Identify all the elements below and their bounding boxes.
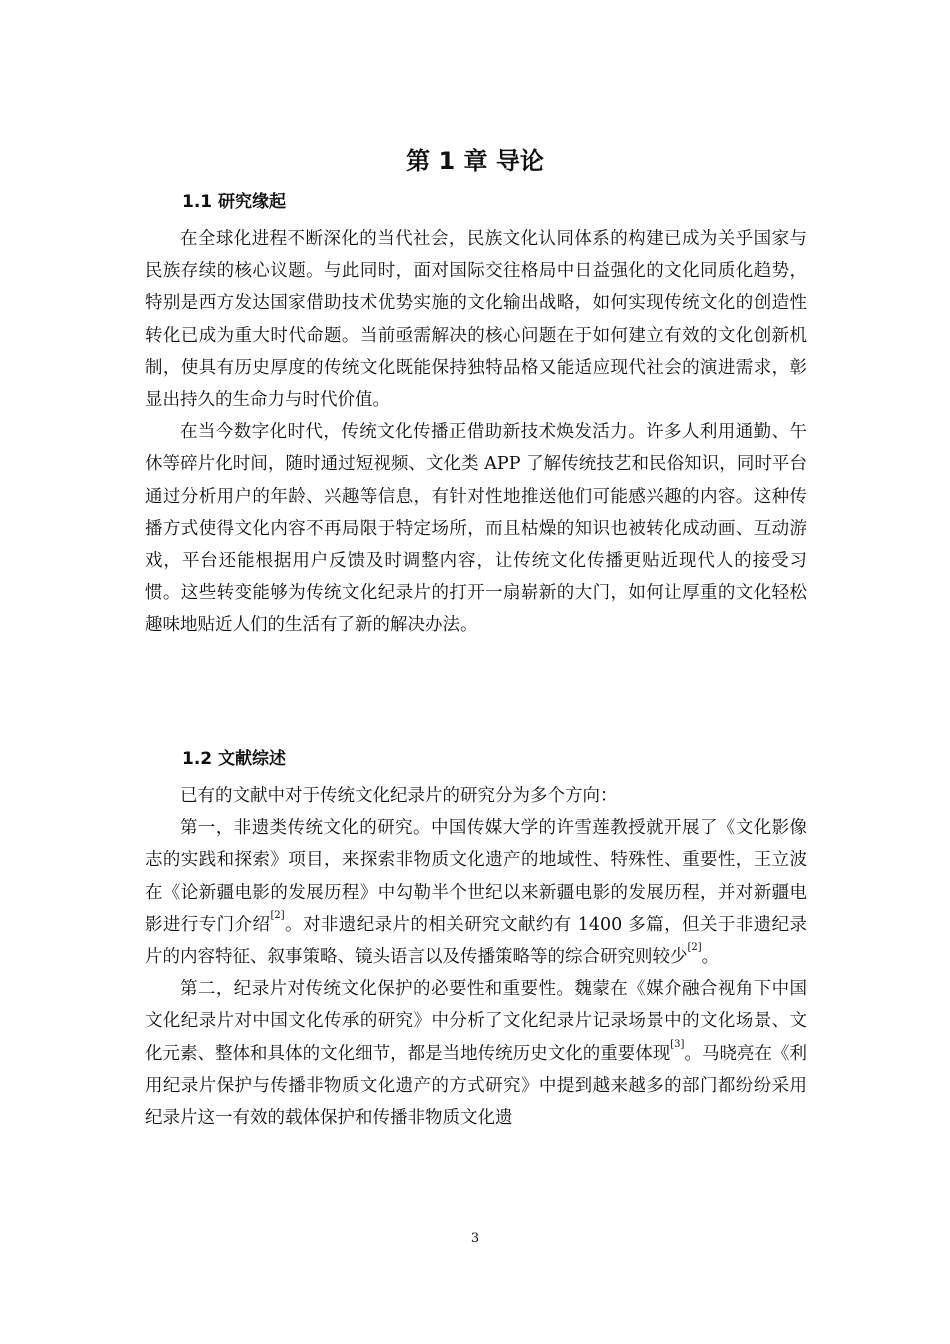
paragraph-text: 。对非遗纪录片的相关研究文献约有 1400 多篇，但关于非遗纪录片的内容特征、叙事策略、镜头语言以及传播策略等的综合研究则较少 — [145, 914, 807, 968]
paragraph-text: 第二，纪录片对传统文化保护的必要性和重要性。魏蒙在《媒介融合视角下中国文化纪录片对中国文化传承的研究》中分析了文化纪录片记录场景中的文化场景、文化元素、整体和具体的文化细节，都是当地传统历史文化的重要体现 — [145, 979, 807, 1064]
section-heading-1-1: 1.1 研究缘起 — [182, 192, 287, 212]
paragraph-text: 第一，非遗类传统文化的研究。中国传媒大学的许雪莲教授就开展了《文化影像志的实践和探索》项目，来探索非物质文化遗产的地域性、特殊性、重要性，王立波在《论新疆电影的发展历程》中勾勒半个世纪以来新疆电影的发展历程，并对新疆电影进行专门介绍 — [145, 818, 807, 935]
paragraph: 已有的文献中对于传统文化纪录片的研究分为多个方向： — [180, 786, 618, 806]
section-1-2-body — [145, 780, 807, 1134]
citation-marker: [3] — [670, 1038, 685, 1050]
paragraph: 在当今数字化时代，传统文化传播正借助新技术焕发活力。许多人利用通勤、午休等碎片化时间，随时通过短视频、文化类 APP 了解传统技艺和民俗知识，同时平台通过分析用户的年龄、兴趣等信息，有针对性地推送他们可能感兴趣的内容。这种传播方式使得文化内容不再局限于特定场所，而且枯燥的知识也被转化成动画、互动游戏，平台还能根据用户反馈及时调整内容，让传统文化传播更贴近现代人的接受习惯。这些转变能够为传统文化纪录片的打开一扇崭新的大门，如何让厚重的文化轻松趣味地贴近人们的生活有了新的解决办法。 — [145, 422, 807, 636]
citation-marker: [2] — [270, 909, 285, 921]
section-1-1-body — [145, 223, 807, 642]
page-number: 3 — [470, 1231, 480, 1246]
section-heading-1-2: 1.2 文献综述 — [182, 749, 287, 769]
paragraph-text: 。 — [701, 947, 720, 968]
chapter-title: 第 1 章 导论 — [406, 147, 544, 175]
paragraph: 在全球化进程不断深化的当代社会，民族文化认同体系的构建已成为关乎国家与民族存续的核心议题。与此同时，面对国际交往格局中日益强化的文化同质化趋势，特别是西方发达国家借助技术优势实施的文化输出战略，如何实现传统文化的创造性转化已成为重大时代命题。当前亟需解决的核心问题在于如何建立有效的文化创新机制，使具有历史厚度的传统文化既能保持独特品格又能适应现代社会的演进需求，彰显出持久的生命力与时代价值。 — [145, 229, 807, 411]
paragraph — [145, 812, 807, 973]
paragraph — [145, 973, 807, 1134]
citation-marker: [2] — [687, 942, 702, 954]
paragraph-text: 。马晓亮在《利用纪录片保护与传播非物质文化遗产的方式研究》中提到越来越多的部门都纷纷采用纪录片这一有效的载体保护和传播非物质文化遗 — [145, 1043, 807, 1129]
